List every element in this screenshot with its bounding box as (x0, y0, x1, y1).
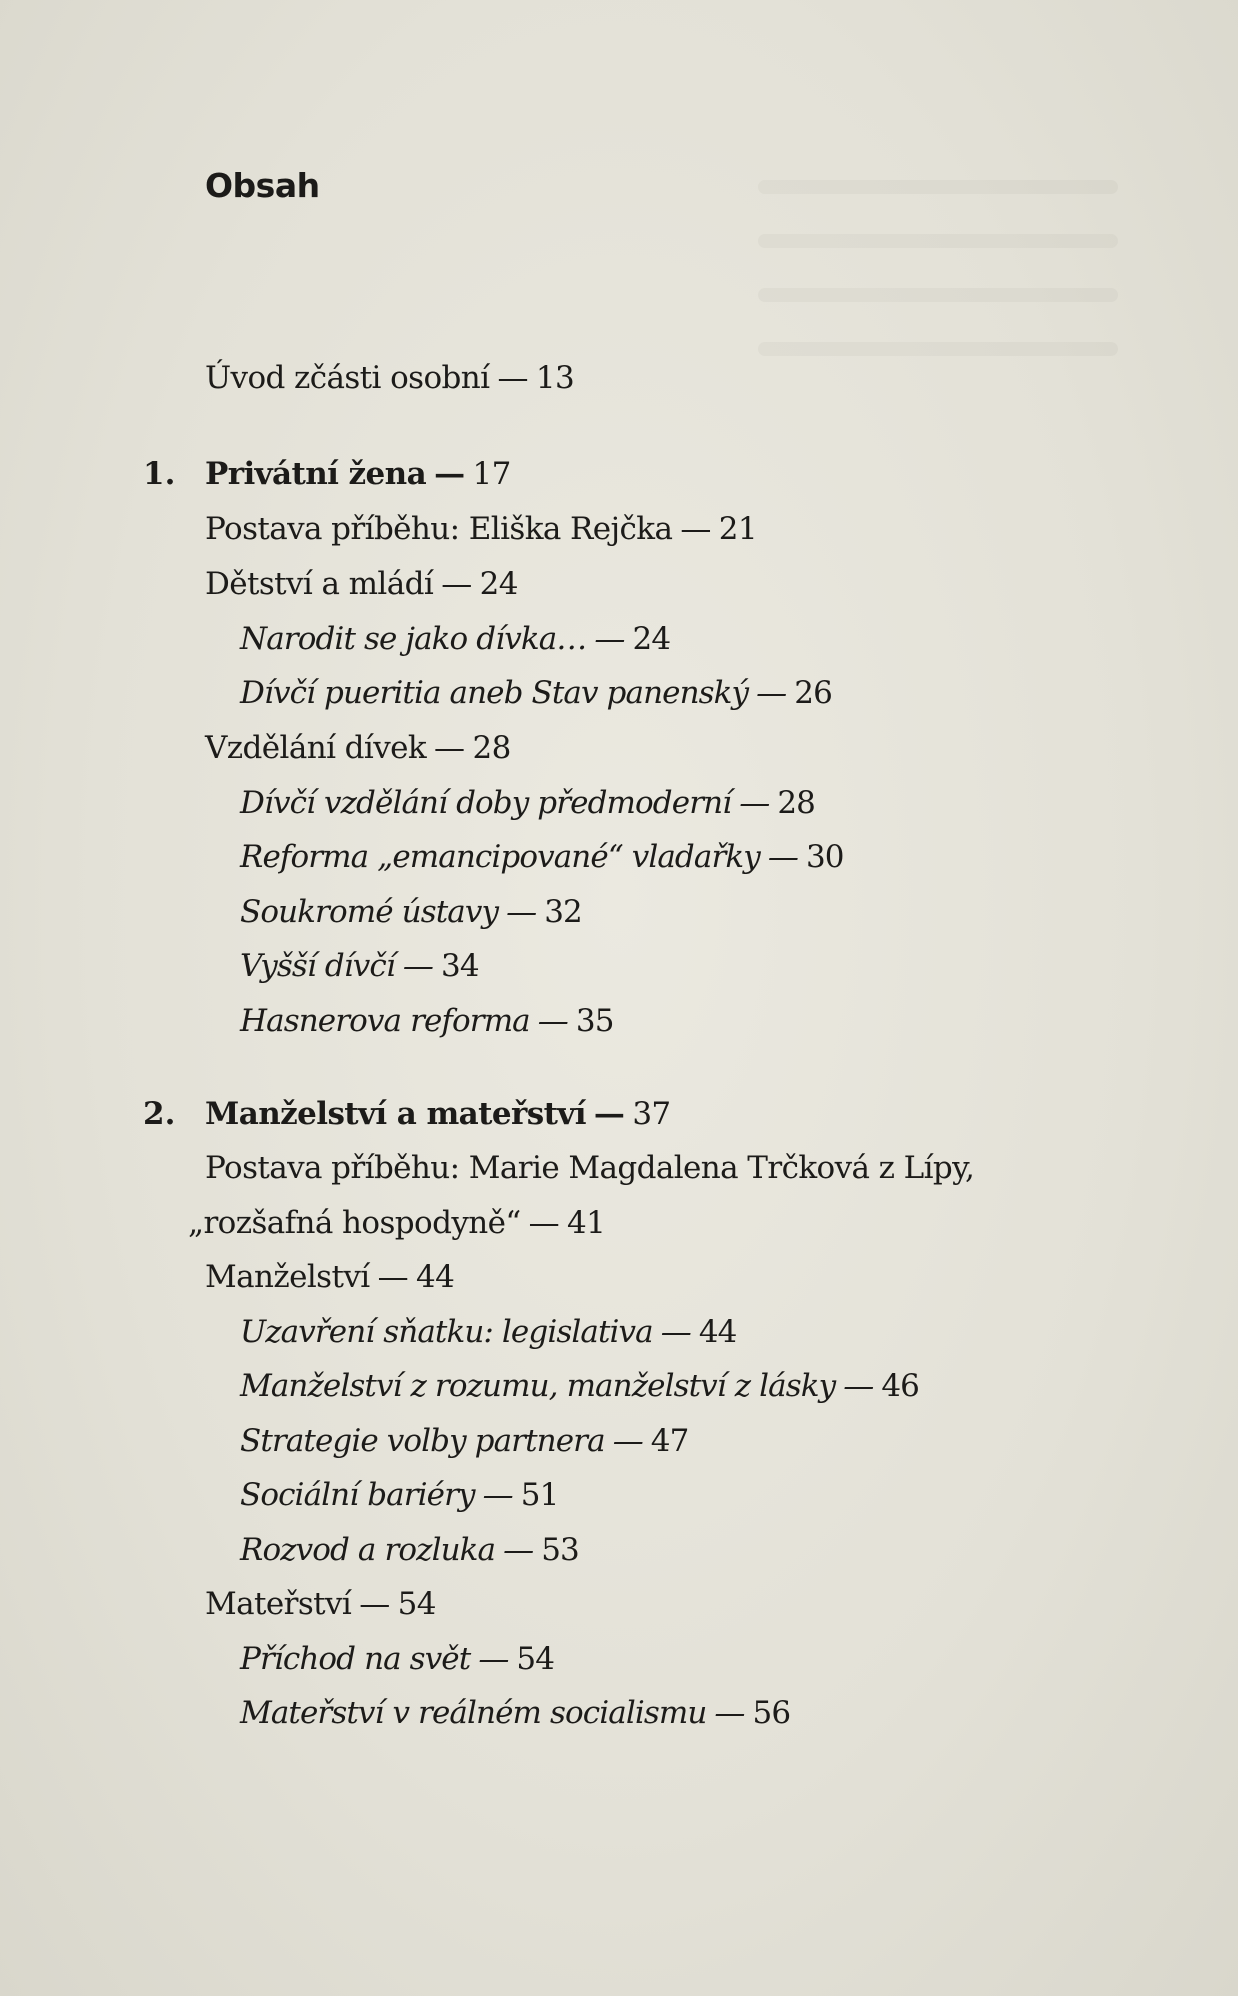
show-through-text (758, 234, 1118, 248)
toc-subentry (240, 1691, 790, 1735)
dash-separator: — (843, 1368, 874, 1404)
toc-entry (205, 507, 757, 551)
entry-title: Manželství z rozumu, manželství z lásky (240, 1368, 836, 1404)
chapter-title: Manželství a mateřství (205, 1096, 586, 1132)
dash-separator: — (714, 1695, 745, 1731)
chapter-page: 17 (472, 456, 511, 492)
dash-separator: — (528, 1205, 560, 1241)
dash-separator: — (359, 1586, 390, 1622)
dash-separator: — (482, 1477, 513, 1513)
dash-separator: — (434, 456, 465, 492)
entry-title: Postava příběhu: Marie Magdalena Trčková z Lípy, (205, 1150, 975, 1186)
entry-title: Dívčí vzdělání doby předmoderní (240, 785, 732, 821)
entry-page: 26 (794, 675, 832, 711)
toc-subentry (240, 1364, 919, 1408)
entry-title: Vyšší dívčí (240, 948, 395, 984)
entry-page: 30 (805, 839, 844, 875)
dash-separator: — (497, 360, 528, 396)
chapter-page: 37 (632, 1096, 671, 1132)
entry-page: 41 (567, 1205, 606, 1241)
dash-separator: — (680, 511, 711, 547)
entry-title: Postava příběhu: Eliška Rejčka (205, 511, 673, 547)
dash-separator: — (756, 675, 787, 711)
dash-separator: — (441, 566, 472, 602)
toc-subentry (240, 1419, 688, 1463)
entry-page: 32 (544, 894, 582, 930)
dash-separator: — (739, 785, 770, 821)
chapter-number: 1. (143, 456, 176, 492)
toc-subentry (240, 1637, 554, 1681)
entry-page: 44 (415, 1259, 455, 1295)
entry-page: 54 (516, 1641, 555, 1677)
entry-page: 56 (752, 1695, 791, 1731)
show-through-text (758, 180, 1118, 194)
toc-entry (205, 726, 511, 770)
show-through-text (758, 288, 1118, 302)
toc-subentry (240, 1528, 579, 1572)
dash-separator: — (612, 1423, 643, 1459)
entry-title: Soukromé ústavy (240, 894, 499, 930)
dash-separator: — (503, 1532, 534, 1568)
toc-subentry (240, 1473, 558, 1517)
entry-title: Uzavření sňatku: legislativa (240, 1314, 653, 1350)
dash-separator: — (594, 621, 625, 657)
dash-separator: — (377, 1259, 408, 1295)
toc-entry (205, 1255, 454, 1299)
entry-page: 13 (535, 360, 575, 396)
entry-page: 24 (479, 566, 518, 602)
entry-title: Vzdělání dívek (205, 730, 427, 766)
entry-page: 44 (698, 1314, 737, 1350)
dash-separator: — (593, 1096, 625, 1132)
toc-subentry (240, 835, 844, 879)
toc-subentry (240, 999, 614, 1043)
dash-separator: — (434, 730, 465, 766)
toc-chapter (205, 1092, 671, 1136)
entry-title: Mateřství (205, 1586, 352, 1622)
chapter-number: 2. (143, 1096, 176, 1132)
chapter-title: Privátní žena (205, 456, 427, 492)
toc-subentry (240, 671, 832, 715)
entry-title: Reforma „emancipované“ vladařky (240, 839, 760, 875)
entry-page: 51 (520, 1477, 559, 1513)
entry-page: 46 (881, 1368, 920, 1404)
toc-subentry (240, 890, 582, 934)
entry-page: 53 (541, 1532, 579, 1568)
dash-separator: — (660, 1314, 691, 1350)
entry-page: 54 (397, 1586, 436, 1622)
toc-subentry (240, 944, 479, 988)
show-through-text (758, 342, 1118, 356)
entry-page: 35 (575, 1003, 614, 1039)
entry-page: 24 (632, 621, 671, 657)
entry-title: Hasnerova reforma (240, 1003, 530, 1039)
dash-separator: — (506, 894, 537, 930)
entry-title: Příchod na svět (240, 1641, 471, 1677)
entry-title: Manželství (205, 1259, 370, 1295)
entry-title: Rozvod a rozluka (240, 1532, 496, 1568)
toc-subentry (240, 617, 670, 661)
entry-title: Úvod zčásti osobní (205, 360, 490, 396)
entry-title: „rozšafná hospodyně“ (188, 1205, 521, 1241)
entry-page: 28 (472, 730, 511, 766)
entry-title: Sociální bariéry (240, 1477, 475, 1513)
dash-separator: — (537, 1003, 568, 1039)
entry-title: Dívčí pueritia aneb Stav panenský (240, 675, 749, 711)
toc-entry (205, 1582, 436, 1626)
entry-page: 21 (718, 511, 758, 547)
entry-page: 28 (777, 785, 815, 821)
toc-entry (205, 1146, 974, 1190)
entry-page: 47 (650, 1423, 689, 1459)
toc-subentry (240, 1310, 736, 1354)
entry-title: Strategie volby partnera (240, 1423, 605, 1459)
dash-separator: — (402, 948, 433, 984)
toc-entry-continuation (188, 1201, 605, 1245)
entry-page: 34 (441, 948, 479, 984)
toc-subentry (240, 781, 815, 825)
dash-separator: — (767, 839, 798, 875)
entry-title: Mateřství v reálném socialismu (240, 1695, 707, 1731)
toc-entry-intro (205, 356, 574, 400)
toc-entry (205, 562, 518, 606)
entry-title: Dětství a mládí (205, 566, 434, 602)
dash-separator: — (478, 1641, 509, 1677)
entry-title: Narodit se jako dívka… (240, 621, 587, 657)
toc-heading: Obsah (205, 166, 320, 205)
toc-chapter (205, 452, 511, 496)
